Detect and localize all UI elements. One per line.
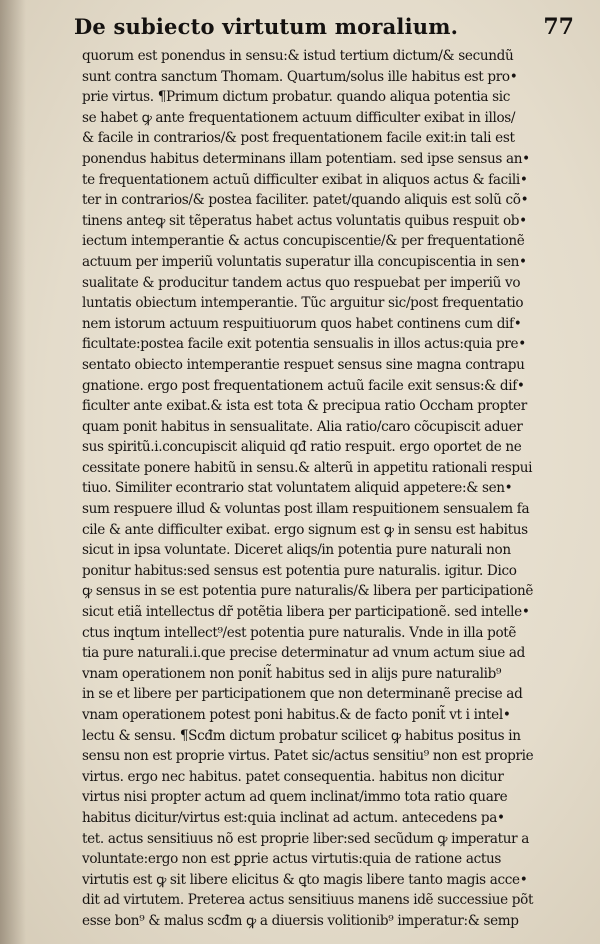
text-line: ter in contrarios/& postea faciliter. patet/quando aliquis est solũ cõ•	[82, 192, 529, 209]
page-header	[74, 14, 584, 48]
text-line: cile & ante difficulter exibat. ergo signum est ꝙ in sensu est habitus	[82, 521, 528, 538]
text-line: ctus inqtum intellect⁹/est potentia pure naturalis. Vnde in illa potẽ	[82, 624, 517, 641]
page-number: 77	[543, 14, 574, 40]
text-line: sicut in ipsa voluntate. Diceret aliqs/in potentia pure naturali non	[82, 542, 511, 559]
text-line: sentato obiecto intemperantie respuet sensus sine magna contrapu	[82, 356, 525, 373]
text-line: vnam operationem potest poni habitus.& de facto ponit̃ vt i intel•	[82, 707, 511, 723]
text-line: & facile in contrarios/& post frequentationem facile exit:in tali est	[82, 130, 515, 147]
text-line: sicut etiã intellectus dr̃ potẽtia libera per participationẽ. sed intelle•	[82, 604, 530, 621]
text-line: prie virtus. ¶Primum dictum probatur. quando aliqua potentia sic	[82, 89, 511, 106]
text-line: gnatione. ergo post frequentationem actuũ facile exit sensus:& dif•	[82, 377, 525, 394]
text-line: tinens anteꝙ sit tẽperatus habet actus voluntatis quibus respuit ob•	[82, 212, 527, 229]
text-line: dit ad virtutem. Preterea actus sensitiuus manens idẽ successiue põt	[82, 892, 534, 909]
text-line: ficulter ante exibat.& ista est tota & precipua ratio Occham propter	[82, 398, 527, 415]
text-line: sum respuere illud & voluntas post illam respuitionem sensualem fa	[82, 501, 530, 518]
text-block	[82, 46, 582, 932]
text-line: sus spiritũ.i.concupiscit aliquid qđ ratio respuit. ergo oportet de ne	[82, 439, 522, 456]
text-line: nem istorum actuum respuitiuorum quos habet continens cum dif•	[82, 315, 522, 332]
text-line: sensu non est proprie virtus. Patet sic/actus sensitiu⁹ non est proprie	[82, 748, 534, 765]
text-line: quorum est ponendus in sensu:& istud tertium dictum/& secundũ	[82, 48, 514, 64]
text-line: vnam operationem non ponit̃ habitus sed in alijs pure naturalib⁹	[82, 665, 502, 682]
text-line: tiuo. Similiter econtrario stat voluntatem aliquid appetere:& sen•	[82, 480, 513, 497]
text-line: in se et libere per participationem que non determinanẽ precise ad	[82, 686, 523, 703]
text-line: ponitur habitus:sed sensus est potentia pure naturalis. igitur. Dico	[82, 562, 517, 579]
text-line: esse bon⁹ & malus scđm ꝙ a diuersis volitionib⁹ imperatur:& semp	[82, 912, 519, 929]
text-line: iectum intemperantie & actus concupiscentie/& per frequentationẽ	[82, 233, 525, 250]
text-line: se habet ꝙ ante frequentationem actuum difficulter exibat in illos/	[82, 109, 516, 126]
text-line: sualitate & producitur tandem actus quo respuebat per imperiũ vo	[82, 274, 521, 291]
text-line: virtutis est ꝙ sit libere elicitus & ꝗto magis libere tanto magis acce•	[82, 871, 528, 888]
text-line: tet. actus sensitiuus nõ est proprie liber:sed secũdum ꝙ imperatur a	[82, 830, 530, 847]
text-line: tia pure naturali.i.que precise determinatur ad vnum actum siue ad	[82, 645, 526, 662]
text-line: luntatis obiectum intemperantie. Tũc arguitur sic/post frequentatio	[82, 295, 524, 312]
text-line: virtus. ergo nec habitus. patet consequentia. habitus non dicitur	[82, 768, 504, 785]
text-line: quam ponit habitus in sensualitate. Alia ratio/caro cõcupiscit aduer	[82, 418, 523, 435]
running-head: De subiecto virtutum moralium.	[74, 14, 459, 39]
text-line: ficultate:postea facile exit potentia sensualis in illos actus:quia pre•	[82, 336, 526, 353]
text-line: ponendus habitus determinans illam potentiam. sed ipse sensus an•	[82, 150, 530, 167]
text-line: te frequentationem actuũ difficulter exibat in aliquos actus & facili•	[82, 171, 528, 188]
text-line: ꝙ sensus in se est potentia pure naturalis/& libera per participationẽ	[82, 583, 534, 600]
text-line: habitus dicitur/virtus est:quia inclinat ad actum. antecedens pa•	[82, 809, 505, 826]
text-line: actuum per imperiũ voluntatis superatur illa concupiscentia in sen•	[82, 253, 527, 270]
text-line: lectu & sensu. ¶Scđm dictum probatur scilicet ꝙ habitus positus in	[82, 727, 521, 744]
text-line: sunt contra sanctum Thomam. Quartum/solus ille habitus est pro•	[82, 68, 518, 85]
text-line: virtus nisi propter actum ad quem inclinat/immo tota ratio quare	[82, 789, 508, 806]
text-line: voluntate:ergo non est ꝑprie actus virtutis:quia de ratione actus	[82, 851, 502, 868]
text-line: cessitate ponere habitũ in sensu.& alterũ in appetitu rationali respui	[82, 459, 533, 476]
